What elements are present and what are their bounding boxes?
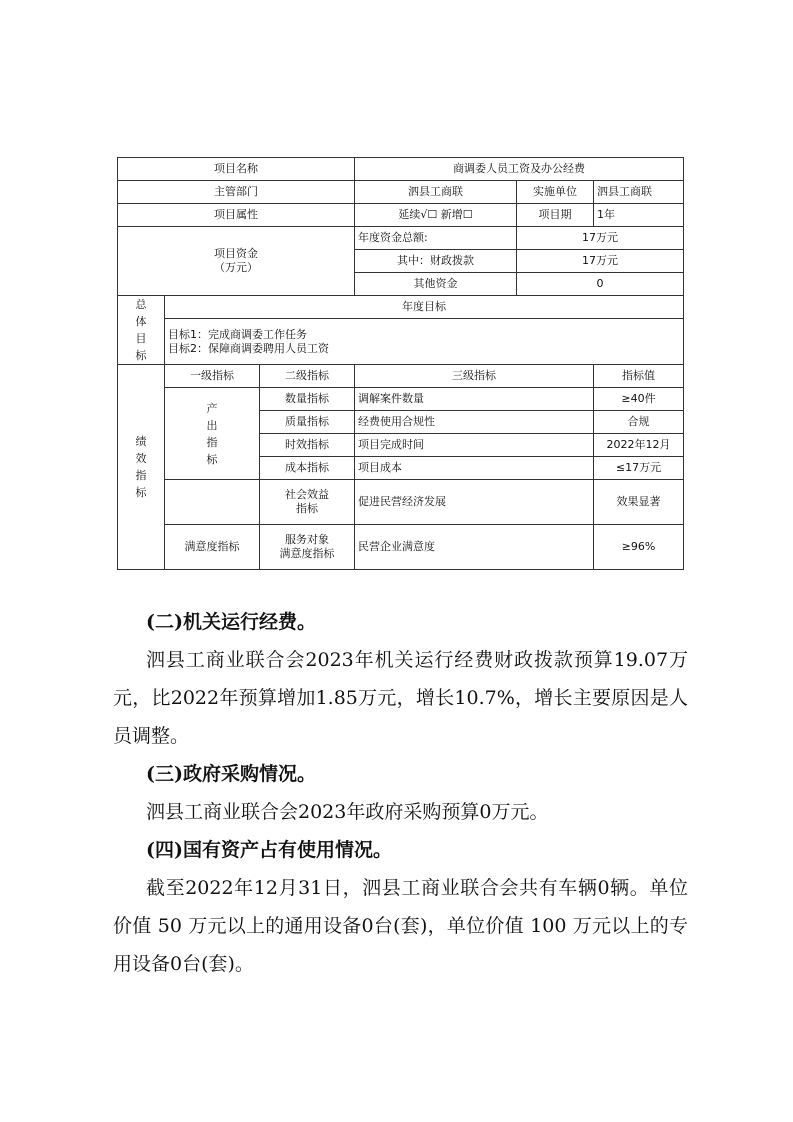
satisfaction-level2: 服务对象 满意度指标 bbox=[260, 525, 355, 570]
value-cell: ≤17万元 bbox=[594, 457, 684, 480]
funds-label-line2: （万元） bbox=[214, 261, 258, 274]
value-header: 指标值 bbox=[594, 365, 684, 388]
body-text bbox=[113, 603, 688, 983]
level2-cell: 质量指标 bbox=[260, 411, 355, 434]
dept-value: 泗县工商联 bbox=[355, 181, 517, 204]
value-cell: ≥40件 bbox=[594, 388, 684, 411]
satisfaction-level3: 民营企业满意度 bbox=[355, 525, 594, 570]
attr-value: 延续√☐ 新增☐ bbox=[355, 204, 517, 227]
section-heading: (三)政府采购情况。 bbox=[146, 763, 316, 785]
social-value: 效果显著 bbox=[594, 480, 684, 525]
table-row bbox=[118, 227, 684, 250]
project-name-value: 商调委人员工资及办公经费 bbox=[355, 158, 684, 181]
funds-label bbox=[118, 227, 355, 296]
social-level3: 促进民营经济发展 bbox=[355, 480, 594, 525]
value-cell: 2022年12月 bbox=[594, 434, 684, 457]
project-name-label: 项目名称 bbox=[118, 158, 355, 181]
section-paragraph: 泗县工商业联合会2023年机关运行经费财政拨款预算19.07万元，比2022年预算增加1.85万元，增长10.7%，增长主要原因是人员调整。 bbox=[113, 649, 688, 747]
impl-unit-label: 实施单位 bbox=[517, 181, 594, 204]
table-row bbox=[118, 480, 684, 525]
fiscal-label: 其中：财政拨款 bbox=[355, 250, 517, 273]
level3-cell: 调解案件数量 bbox=[355, 388, 594, 411]
table-row bbox=[118, 158, 684, 181]
table-row bbox=[118, 181, 684, 204]
impl-unit-value: 泗县工商联 bbox=[594, 181, 684, 204]
attr-label: 项目属性 bbox=[118, 204, 355, 227]
project-performance-table bbox=[117, 157, 684, 570]
table-row bbox=[118, 525, 684, 570]
other-value: 0 bbox=[517, 273, 684, 296]
annual-goal-header: 年度目标 bbox=[165, 296, 684, 319]
level1-empty-cell bbox=[165, 480, 260, 525]
section-paragraph: 泗县工商业联合会2023年政府采购预算0万元。 bbox=[146, 801, 549, 823]
social-level2: 社会效益 指标 bbox=[260, 480, 355, 525]
level3-cell: 经费使用合规性 bbox=[355, 411, 594, 434]
overall-goal-label: 总 体 目 标 bbox=[118, 296, 165, 365]
level3-cell: 项目成本 bbox=[355, 457, 594, 480]
level2-cell: 数量指标 bbox=[260, 388, 355, 411]
fiscal-value: 17万元 bbox=[517, 250, 684, 273]
section-heading: (二)机关运行经费。 bbox=[146, 611, 316, 633]
level3-cell: 项目完成时间 bbox=[355, 434, 594, 457]
annual-total-value: 17万元 bbox=[517, 227, 684, 250]
table-row bbox=[118, 388, 684, 411]
value-cell: 合规 bbox=[594, 411, 684, 434]
funds-label-line1: 项目资金 bbox=[214, 247, 258, 260]
other-label: 其他资金 bbox=[355, 273, 517, 296]
goal-1: 目标1：完成商调委工作任务 bbox=[168, 327, 307, 341]
level3-header: 三级指标 bbox=[355, 365, 594, 388]
output-indicator-label: 产 出 指 标 bbox=[165, 388, 260, 480]
level2-cell: 时效指标 bbox=[260, 434, 355, 457]
level2-cell: 成本指标 bbox=[260, 457, 355, 480]
level2-header: 二级指标 bbox=[260, 365, 355, 388]
satisfaction-level1: 满意度指标 bbox=[165, 525, 260, 570]
dept-label: 主管部门 bbox=[118, 181, 355, 204]
section-heading: (四)国有资产占有使用情况。 bbox=[146, 839, 392, 861]
period-label: 项目期 bbox=[517, 204, 594, 227]
goal-2: 目标2：保障商调委聘用人员工资 bbox=[168, 341, 329, 355]
satisfaction-value: ≥96% bbox=[594, 525, 684, 570]
annual-total-label: 年度资金总额: bbox=[355, 227, 517, 250]
table-row bbox=[118, 296, 684, 319]
annual-goal-content bbox=[165, 319, 684, 365]
period-value: 1年 bbox=[594, 204, 684, 227]
table-row bbox=[118, 319, 684, 365]
perf-indicator-label: 绩 效 指 标 bbox=[118, 365, 165, 570]
level1-header: 一级指标 bbox=[165, 365, 260, 388]
table-row bbox=[118, 365, 684, 388]
table-row bbox=[118, 204, 684, 227]
section-paragraph: 截至2022年12月31日，泗县工商业联合会共有车辆0辆。单位价值 50 万元以上的通用设备0台(套)，单位价值 100 万元以上的专用设备0台(套)。 bbox=[113, 877, 688, 975]
